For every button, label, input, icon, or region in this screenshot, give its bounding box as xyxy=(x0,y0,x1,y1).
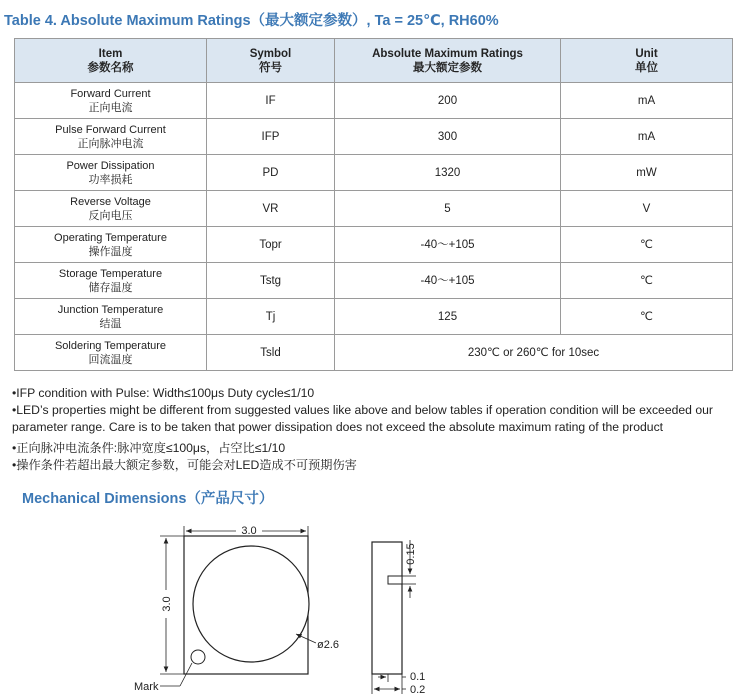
mark-label: Mark xyxy=(134,681,159,693)
value-cell: 300 xyxy=(335,119,561,155)
absolute-max-ratings-table xyxy=(14,38,733,371)
notes xyxy=(12,385,747,474)
table-row xyxy=(15,155,733,191)
diameter-label: ø2.6 xyxy=(317,639,340,651)
table-row xyxy=(15,335,733,371)
table-row xyxy=(15,191,733,227)
symbol-cell: Tstg xyxy=(207,263,335,299)
value-cell: -40～+105 xyxy=(335,227,561,263)
side-profile xyxy=(372,542,402,674)
unit-cell: V xyxy=(561,191,733,227)
value-cell: 200 xyxy=(335,83,561,119)
unit-cell: ℃ xyxy=(561,299,733,335)
item-cell: Power Dissipation 功率损耗 xyxy=(15,155,207,191)
table-header-row xyxy=(15,39,733,83)
table-row xyxy=(15,83,733,119)
table-row xyxy=(15,299,733,335)
unit-cell: mA xyxy=(561,119,733,155)
side-dimension-2-label: 0.2 xyxy=(410,684,426,696)
value-cell: 1320 xyxy=(335,155,561,191)
note-pulse-condition-zh: •正向脉冲电流条件:脉冲宽度≤100μs，占空比≤1/10 xyxy=(12,441,286,455)
item-cell: Operating Temperature 操作温度 xyxy=(15,227,207,263)
mechanical-title: Mechanical Dimensions（产品尺寸） xyxy=(22,491,274,507)
item-cell: Soldering Temperature 回流温度 xyxy=(15,335,207,371)
symbol-cell: IF xyxy=(207,83,335,119)
value-cell: 230℃ or 260℃ for 10sec xyxy=(335,335,733,371)
note-properties-line2: parameter range. Care is to be taken that power dissipation does not exceed the absolute maximum rating of the product xyxy=(12,420,664,434)
table-row xyxy=(15,263,733,299)
value-cell: 5 xyxy=(335,191,561,227)
side-step xyxy=(388,576,402,584)
side-view xyxy=(372,540,425,696)
note-properties-zh: •操作条件若超出最大额定参数，可能会对LED造成不可预期伤害 xyxy=(12,458,357,472)
header-ratings: Absolute Maximum Ratings 最大额定参数 xyxy=(335,39,561,83)
width-dimension-label: 3.0 xyxy=(241,525,257,537)
side-top-dimension-label: 0.15 xyxy=(405,543,417,565)
value-cell: -40～+105 xyxy=(335,263,561,299)
symbol-cell: Tsld xyxy=(207,335,335,371)
symbol-cell: VR xyxy=(207,191,335,227)
symbol-cell: PD xyxy=(207,155,335,191)
symbol-cell: Topr xyxy=(207,227,335,263)
side-dimension-1-label: 0.1 xyxy=(410,671,426,683)
unit-cell: ℃ xyxy=(561,263,733,299)
symbol-cell: IFP xyxy=(207,119,335,155)
value-cell: 125 xyxy=(335,299,561,335)
polarity-mark xyxy=(191,650,205,664)
item-cell: Reverse Voltage 反向电压 xyxy=(15,191,207,227)
height-dimension-label: 3.0 xyxy=(161,596,173,612)
unit-cell: mA xyxy=(561,83,733,119)
table-row xyxy=(15,227,733,263)
mechanical-drawing xyxy=(0,510,750,696)
unit-cell: ℃ xyxy=(561,227,733,263)
item-cell: Junction Temperature 结温 xyxy=(15,299,207,335)
table-row xyxy=(15,119,733,155)
item-cell: Forward Current 正向电流 xyxy=(15,83,207,119)
unit-cell: mW xyxy=(561,155,733,191)
table-title: Table 4. Absolute Maximum Ratings（最大额定参数）, Ta = 25℃, RH60% xyxy=(4,13,499,29)
lens-circle xyxy=(193,546,309,662)
item-cell: Storage Temperature 储存温度 xyxy=(15,263,207,299)
header-unit: Unit 单位 xyxy=(561,39,733,83)
note-properties-line1: •LED’s properties might be different from suggested values like above and below tables if operation condition will be exceeded our xyxy=(12,403,713,417)
header-symbol: Symbol 符号 xyxy=(207,39,335,83)
header-item: Item 参数名称 xyxy=(15,39,207,83)
top-view xyxy=(134,525,339,693)
note-pulse-condition: •IFP condition with Pulse: Width≤100μs Duty cycle≤1/10 xyxy=(12,386,315,400)
item-cell: Pulse Forward Current 正向脉冲电流 xyxy=(15,119,207,155)
symbol-cell: Tj xyxy=(207,299,335,335)
